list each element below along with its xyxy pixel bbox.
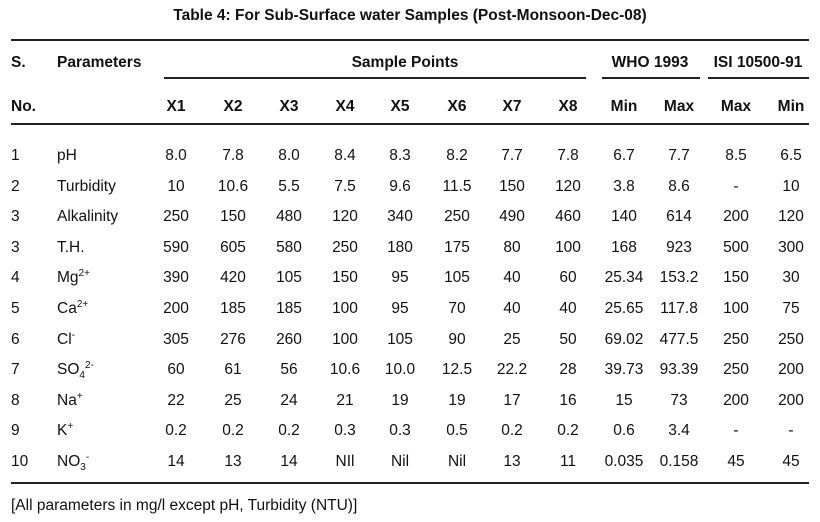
parameter-symbol: SO — [57, 361, 80, 378]
table-cell: 3.4 — [668, 422, 690, 439]
table-cell: 460 — [555, 208, 581, 225]
parameter-name — [57, 208, 118, 226]
table-cell: 56 — [280, 361, 298, 378]
table-cell: 93.39 — [659, 361, 699, 378]
table-cell: 16 — [559, 392, 577, 409]
table-cell: 250 — [723, 331, 749, 348]
table-cell: 95 — [391, 269, 409, 286]
table-cell: 9.6 — [389, 178, 411, 195]
table-cell: 30 — [782, 269, 800, 286]
table-cell: 300 — [778, 239, 804, 256]
parameter-charge: - — [71, 329, 75, 341]
table-cell: 45 — [727, 453, 745, 470]
table-cell: 60 — [167, 361, 185, 378]
table-cell: 22.2 — [496, 361, 528, 378]
isi-rule — [708, 77, 809, 79]
row-number: 1 — [11, 147, 20, 164]
header-isi: ISI 10500-91 — [713, 54, 803, 71]
table-cell: 13 — [503, 453, 521, 470]
table-cell: 40 — [559, 300, 577, 317]
parameter-name — [57, 359, 94, 382]
table-cell: 10.6 — [329, 361, 361, 378]
table-cell: 140 — [611, 208, 637, 225]
table-cell: - — [788, 422, 794, 439]
table-cell: 0.5 — [446, 422, 468, 439]
table-cell: 100 — [332, 300, 358, 317]
parameter-charge: - — [85, 451, 90, 463]
table-cell: 250 — [332, 239, 358, 256]
table-cell: 25 — [224, 392, 242, 409]
top-rule — [11, 39, 809, 41]
table-cell: 7.7 — [668, 147, 690, 164]
header-bottom-rule — [11, 123, 809, 125]
table-cell: 250 — [778, 331, 804, 348]
table-cell: 24 — [280, 392, 298, 409]
table-cell: 168 — [611, 239, 637, 256]
parameter-symbol: Turbidity — [57, 178, 116, 195]
table-cell: 150 — [723, 269, 749, 286]
column-header: X8 — [558, 98, 578, 115]
table-cell: 200 — [723, 392, 749, 409]
table-cell: 14 — [167, 453, 185, 470]
parameter-name — [57, 239, 85, 257]
table-cell: 340 — [387, 208, 413, 225]
table-cell: 12.5 — [441, 361, 473, 378]
table-cell: 100 — [555, 239, 581, 256]
table-cell: 69.02 — [604, 331, 644, 348]
table-cell: 39.73 — [604, 361, 644, 378]
table-cell: 250 — [444, 208, 470, 225]
table-cell: 480 — [276, 208, 302, 225]
table-cell: 28 — [559, 361, 577, 378]
table-cell: 5.5 — [278, 178, 300, 195]
table-cell: 25.34 — [604, 269, 644, 286]
column-header: X7 — [502, 98, 522, 115]
table-cell: 8.6 — [668, 178, 690, 195]
row-number: 2 — [11, 178, 20, 195]
row-number: 8 — [11, 392, 20, 409]
header-sample-points: Sample Points — [351, 54, 459, 71]
parameter-charge: + — [76, 390, 83, 402]
table-cell: 305 — [163, 331, 189, 348]
table-cell: 10 — [167, 178, 185, 195]
table-cell: 580 — [276, 239, 302, 256]
table-cell: 0.3 — [389, 422, 411, 439]
column-header: Min — [610, 98, 638, 115]
parameter-name — [57, 331, 75, 349]
row-number: 3 — [11, 208, 20, 225]
row-number: 9 — [11, 422, 20, 439]
table-cell: 8.3 — [389, 147, 411, 164]
table-cell: 477.5 — [659, 331, 699, 348]
table-cell: 40 — [503, 269, 521, 286]
parameter-charge: 2+ — [76, 298, 89, 310]
table-cell: 10.6 — [217, 178, 249, 195]
table-cell: 7.7 — [501, 147, 523, 164]
table-cell: - — [733, 422, 739, 439]
table-cell: 117.8 — [660, 300, 698, 317]
table-cell: 8.4 — [334, 147, 356, 164]
table-cell: 8.0 — [165, 147, 187, 164]
table-cell: 50 — [559, 331, 577, 348]
table-cell: 11 — [559, 453, 577, 470]
table-cell: 0.2 — [278, 422, 300, 439]
table-cell: 175 — [444, 239, 470, 256]
parameter-name — [57, 178, 116, 196]
table-cell: 8.2 — [446, 147, 468, 164]
parameter-symbol: Cl — [57, 331, 72, 348]
table-cell: 7.8 — [222, 147, 244, 164]
table-cell: 390 — [163, 269, 189, 286]
table-cell: 15 — [615, 392, 633, 409]
table-cell: 45 — [782, 453, 800, 470]
table-cell: 105 — [387, 331, 413, 348]
bottom-rule — [11, 482, 809, 484]
table-cell: 3.8 — [613, 178, 635, 195]
table-cell: 180 — [387, 239, 413, 256]
parameter-symbol: Ca — [57, 300, 77, 317]
table-cell: 100 — [723, 300, 749, 317]
table-cell: 120 — [332, 208, 358, 225]
table-cell: 95 — [391, 300, 409, 317]
table-cell: 75 — [782, 300, 800, 317]
table-cell: 500 — [723, 239, 749, 256]
table-cell: 0.3 — [334, 422, 356, 439]
table-cell: 8.0 — [278, 147, 300, 164]
parameter-name — [57, 451, 90, 474]
header-who: WHO 1993 — [611, 54, 689, 71]
table-cell: 0.2 — [222, 422, 244, 439]
table-cell: 153.2 — [659, 269, 699, 286]
table-cell: 0.2 — [557, 422, 579, 439]
table-cell: 10 — [782, 178, 800, 195]
parameter-name — [57, 422, 73, 440]
table-cell: 605 — [220, 239, 246, 256]
parameter-charge: + — [67, 420, 74, 432]
table-cell: 7.8 — [557, 147, 579, 164]
table-cell: 185 — [276, 300, 302, 317]
table-cell: 923 — [666, 239, 692, 256]
row-number: 10 — [11, 453, 29, 470]
table-cell: 6.7 — [613, 147, 635, 164]
table-cell: 8.5 — [725, 147, 747, 164]
table-cell: 420 — [220, 269, 246, 286]
parameter-subscript: 3 — [80, 462, 86, 474]
column-header: X2 — [223, 98, 243, 115]
column-header: X4 — [335, 98, 355, 115]
table-cell: 0.158 — [659, 453, 699, 470]
table-cell: 260 — [276, 331, 302, 348]
table-cell: 150 — [499, 178, 525, 195]
table-cell: 0.6 — [613, 422, 635, 439]
parameter-symbol: pH — [57, 147, 77, 164]
table-cell: 10.0 — [384, 361, 416, 378]
table-cell: 11.5 — [442, 178, 472, 195]
table-cell: 200 — [723, 208, 749, 225]
parameter-symbol: NO — [57, 453, 81, 470]
table-cell: 614 — [666, 208, 692, 225]
table-cell: 19 — [448, 392, 466, 409]
table-cell: 490 — [499, 208, 525, 225]
row-number: 6 — [11, 331, 20, 348]
parameter-symbol: Mg — [57, 269, 79, 286]
table-cell: Nil — [390, 453, 410, 470]
column-header: X3 — [279, 98, 299, 115]
row-number: 5 — [11, 300, 20, 317]
table-cell: 21 — [336, 392, 354, 409]
table-cell: 70 — [448, 300, 466, 317]
header-sno-top: S. — [11, 54, 26, 71]
sample-points-rule — [164, 77, 586, 79]
table-cell: 105 — [444, 269, 470, 286]
table-cell: 150 — [220, 208, 246, 225]
table-cell: 200 — [163, 300, 189, 317]
table-cell: NIl — [335, 453, 355, 470]
row-number: 4 — [11, 269, 20, 286]
table-cell: 7.5 — [334, 178, 356, 195]
table-cell: 14 — [280, 453, 298, 470]
parameter-subscript: 4 — [79, 370, 85, 382]
table-cell: 40 — [503, 300, 521, 317]
table-cell: 120 — [555, 178, 581, 195]
column-header: Max — [663, 98, 695, 115]
parameter-charge: 2+ — [78, 267, 90, 279]
table-cell: 80 — [503, 239, 521, 256]
column-header: Max — [720, 98, 752, 115]
parameter-symbol: Na — [57, 392, 77, 409]
table-cell: 105 — [276, 269, 302, 286]
table-cell: 25 — [503, 331, 521, 348]
table-cell: 0.2 — [501, 422, 523, 439]
table-cell: 250 — [723, 361, 749, 378]
table-cell: 6.5 — [780, 147, 802, 164]
parameter-name — [57, 392, 83, 410]
parameter-name — [57, 269, 90, 287]
table-cell: 150 — [332, 269, 358, 286]
column-header: X1 — [166, 98, 186, 115]
table-cell: 61 — [224, 361, 242, 378]
table-cell: 185 — [220, 300, 246, 317]
row-number: 7 — [11, 361, 20, 378]
parameter-charge: 2- — [84, 359, 94, 371]
table-cell: 590 — [163, 239, 189, 256]
header-sno-bottom: No. — [11, 98, 36, 115]
table-cell: 250 — [163, 208, 189, 225]
table-cell: 120 — [778, 208, 804, 225]
table-cell: 22 — [167, 392, 185, 409]
table-cell: Nil — [447, 453, 467, 470]
table-cell: 276 — [220, 331, 246, 348]
who-rule — [602, 77, 700, 79]
parameter-name — [57, 300, 88, 318]
table-cell: 25.65 — [604, 300, 644, 317]
header-parameters: Parameters — [57, 54, 142, 71]
table-title: Table 4: For Sub-Surface water Samples (Post-Monsoon-Dec-08) — [173, 7, 647, 24]
table-cell: 90 — [448, 331, 466, 348]
table-cell: 19 — [391, 392, 409, 409]
parameter-symbol: T.H. — [57, 239, 85, 256]
row-number: 3 — [11, 239, 20, 256]
column-header: X5 — [390, 98, 410, 115]
footnote: [All parameters in mg/l except pH, Turbidity (NTU)] — [11, 497, 358, 514]
parameter-symbol: K — [57, 422, 68, 439]
column-header: X6 — [447, 98, 467, 115]
parameter-symbol: Alkalinity — [57, 208, 119, 225]
table-cell: 0.2 — [165, 422, 187, 439]
table-cell: 0.035 — [604, 453, 644, 470]
table-cell: 200 — [778, 361, 804, 378]
table-cell: 13 — [224, 453, 242, 470]
parameter-name — [57, 147, 77, 165]
table-cell: 73 — [670, 392, 688, 409]
table-cell: 200 — [778, 392, 804, 409]
table-cell: 17 — [503, 392, 521, 409]
column-header: Min — [777, 98, 805, 115]
table-cell: 100 — [332, 331, 358, 348]
table-cell: - — [733, 178, 739, 195]
table-cell: 60 — [559, 269, 577, 286]
